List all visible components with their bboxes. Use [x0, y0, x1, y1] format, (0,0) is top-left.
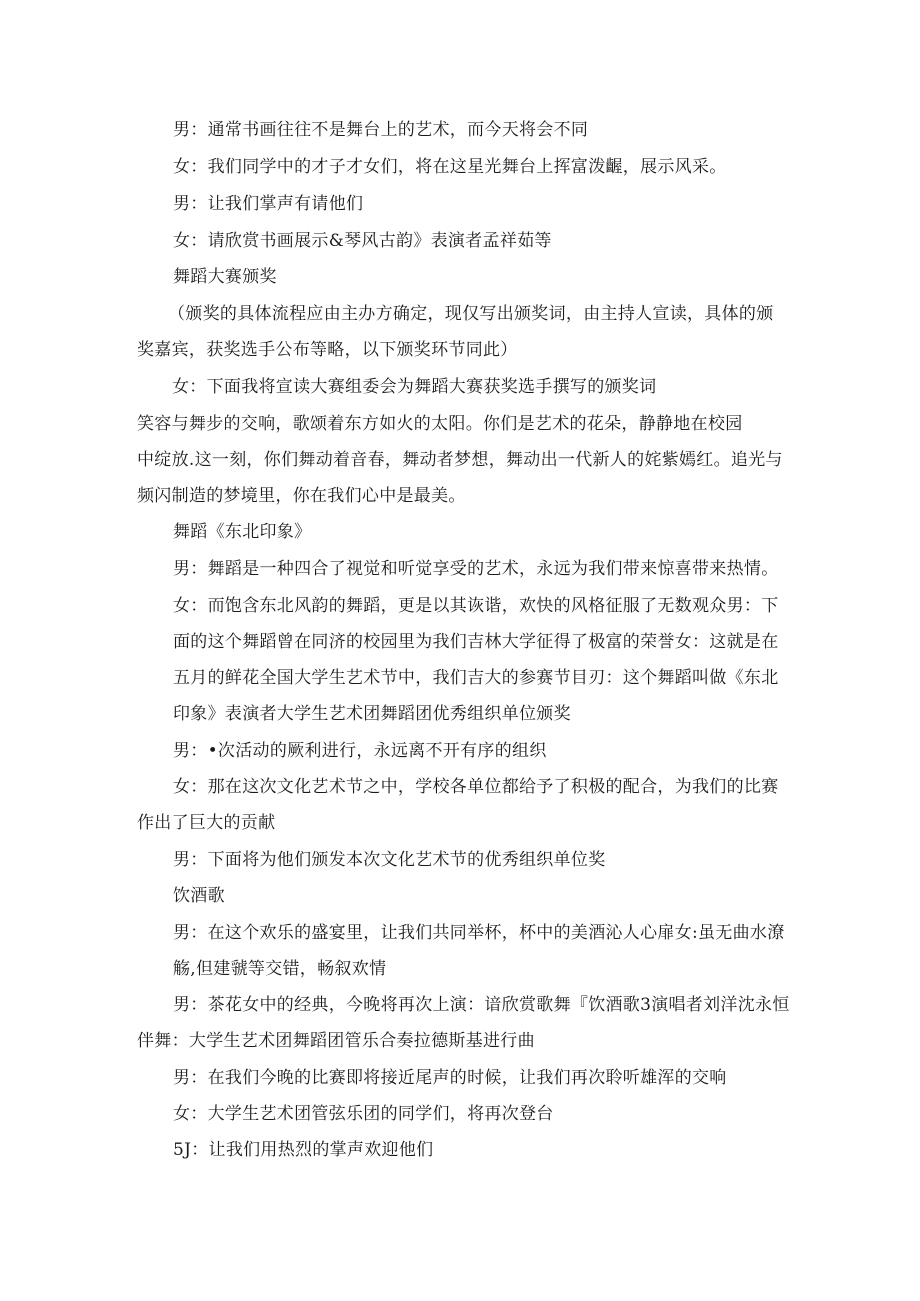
section-heading: 舞蹈大赛颁奖	[173, 267, 277, 287]
text-line: 男：在这个欢乐的盛宴里，让我们共同举杯，杯中的美酒沁人心扉女:虽无曲水潦	[173, 923, 785, 943]
text-line: 5J：让我们用热烈的掌声欢迎他们	[173, 1140, 434, 1160]
text-line: 女：而饱含东北风韵的舞蹈，更是以其诙谐，欢快的风格征服了无数观众男：下	[173, 596, 779, 616]
text-line: 面的这个舞蹈曾在同济的校园里为我们吉林大学征得了极富的荣誉女：这就是在	[173, 632, 779, 652]
text-line: 女：下面我将宣读大赛组委会为舞蹈大赛获奖选手撰写的颁奖词	[172, 377, 657, 397]
text-line: 笑容与舞步的交响，歌颂着东方如火的太阳。你们是艺术的花朵，静静地在校园	[137, 414, 743, 434]
text-line: 女：我们同学中的才子才女们，将在这星光舞台上挥富泼齷，展示风采。	[173, 157, 727, 177]
text-line: 觞,但建虢等交错，畅叙欢情	[173, 959, 387, 979]
text-line: 五月的鲜花全国大学生艺术节中，我们吉大的参赛节目刃：这个舞蹈叫做《东北	[173, 668, 779, 688]
text-line: 男：•次活动的厥利进行，永远离不开有序的组织	[173, 741, 547, 761]
text-line: 女：那在这次文化艺术节之中，学校各单位都给予了积极的配合，为我们的比赛	[173, 777, 779, 797]
text-line: 印象》表演者大学生艺术团舞蹈团优秀组织单位颁奖	[173, 704, 571, 724]
text-line: 男：在我们今晚的比赛即将接近尾声的时候，让我们再次聆听雄浑的交响	[173, 1068, 727, 1088]
text-line: 中绽放.这一刻，你们舞动着音春，舞动者梦想，舞动出一代新人的姹紫嫣红。追光与	[137, 450, 783, 470]
text-line: 男：通常书画往往不是舞台上的艺术，而今天将会不同	[173, 120, 589, 140]
section-heading: 舞蹈《东北印象》	[173, 522, 312, 542]
text-line: （颁奖的具体流程应由主办方确定，现仅写出颁奖词，由主持人宣读，具体的颁	[168, 304, 774, 324]
text-line: 奖嘉宾，获奖选手公布等略，以下颁奖环节同此）	[137, 340, 518, 360]
text-line: 伴舞：大学生艺术团舞蹈团管乐合奏拉德斯基进行曲	[137, 1031, 535, 1051]
section-heading: 饮酒歌	[173, 886, 225, 906]
text-line: 作出了巨大的贡献	[137, 813, 276, 833]
text-line: 频闪制造的梦境里，你在我们心中是最美。	[137, 486, 466, 506]
text-line: 女：请欣赏书画展示&琴风古韵》表演者孟祥茹等	[173, 231, 552, 251]
text-line: 男：下面将为他们颁发本次文化艺术节的优秀组织单位奖	[173, 850, 606, 870]
text-line: 男：舞蹈是一种四合了视觉和听觉享受的艺术，永远为我们带来惊喜带来热情。	[173, 559, 779, 579]
text-line: 男：茶花女中的经典，今晚将再次上演：谙欣赏歌舞『饮酒歌3演唱者刘洋沈永恒	[173, 995, 790, 1015]
text-line: 女：大学生艺术团管弦乐团的同学们，将再次登台	[173, 1104, 554, 1124]
text-line: 男：让我们掌声有请他们	[173, 194, 364, 214]
